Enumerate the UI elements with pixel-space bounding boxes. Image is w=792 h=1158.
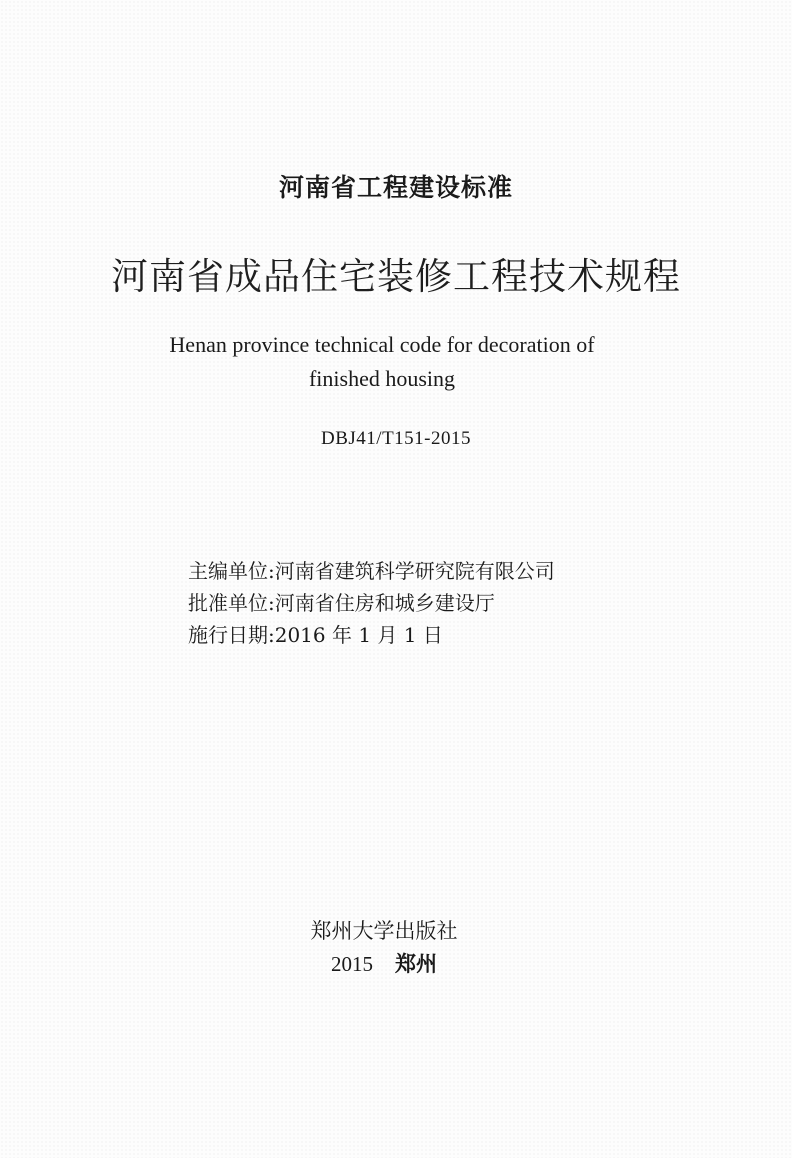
document-title-english-line-1: Henan province technical code for decoration of	[169, 332, 595, 357]
approving-unit: 批准单位:河南省住房和城乡建设厅	[188, 591, 495, 615]
document-title-chinese: 河南省成品住宅装修工程技术规程	[111, 255, 681, 298]
document-title-english-line-2: finished housing	[308, 366, 456, 391]
effective-date: 施行日期:2016 年 1 月 1 日	[188, 623, 443, 647]
publication-line	[0, 948, 780, 978]
publisher-name: 郑州大学出版社	[310, 919, 458, 943]
standard-code: DBJ41/T151-2015	[321, 428, 471, 449]
standard-series-heading: 河南省工程建设标准	[278, 173, 513, 202]
publication-city: 郑州	[395, 952, 437, 976]
publication-year: 2015	[331, 952, 373, 976]
chief-editor-unit: 主编单位:河南省建筑科学研究院有限公司	[188, 559, 555, 583]
